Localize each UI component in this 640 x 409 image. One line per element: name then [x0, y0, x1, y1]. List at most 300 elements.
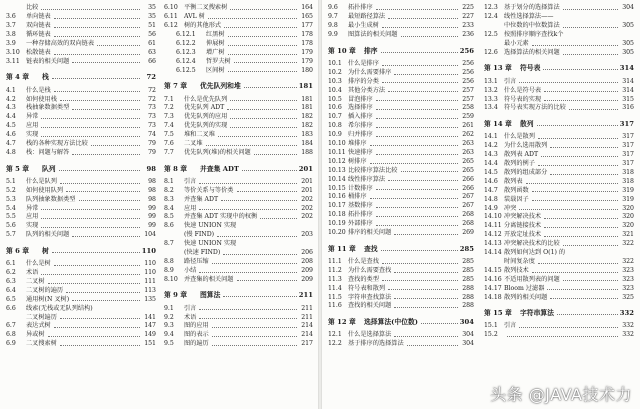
toc-leader [401, 171, 459, 172]
toc-leader [544, 91, 618, 92]
toc-entry [164, 186, 313, 195]
toc-page-number: 79 [148, 148, 156, 156]
toc-title: 什么是符号表 [504, 86, 542, 94]
toc-page-number: 305 [622, 39, 634, 47]
toc-title: 拓扑排序 [348, 4, 373, 12]
toc-entry [6, 213, 156, 222]
toc-entry [328, 293, 474, 302]
toc-leader [212, 263, 297, 264]
toc-entry [164, 131, 313, 140]
toc-page-number: 257 [462, 95, 474, 103]
toc-title: 如何使用队列 [26, 186, 64, 194]
toc-number: 9.7 [328, 13, 338, 21]
toc-number: 8.5 [164, 213, 174, 221]
toc-number: 10.6 [328, 104, 342, 112]
toc-leader [48, 283, 140, 284]
toc-number: 6.11 [164, 13, 178, 21]
toc-number: 14.6 [484, 177, 498, 185]
toc-page-number: 214 [301, 322, 313, 330]
toc-number: 8.6 [164, 222, 174, 230]
toc-page-number: 177 [301, 22, 313, 30]
toc-entry [164, 231, 313, 240]
toc-entry [6, 322, 156, 331]
toc-title: 栈 [42, 73, 49, 82]
toc-number: 6.4 [6, 286, 16, 294]
toc-entry [484, 222, 634, 231]
toc-title: 队列的相关问题 [26, 231, 70, 239]
toc-title: 基于排序的选择算法 [348, 340, 404, 348]
toc-number: 3.10 [6, 48, 20, 56]
toc-number: 4.1 [6, 86, 16, 94]
toc-entry [6, 278, 156, 287]
toc-page-number: 269 [462, 229, 474, 237]
toc-number: 6.1 [6, 260, 16, 268]
toc-title: 路径压缩 [184, 257, 209, 265]
toc-page-number: 188 [301, 148, 313, 156]
toc-leader [370, 198, 458, 199]
toc-title: 字符串算法 [520, 309, 554, 318]
toc-title: 树的其他形式 [184, 22, 222, 30]
toc-page-number: 151 [144, 340, 156, 348]
toc-title: 为什么需要查找 [348, 266, 392, 274]
toc-page-number: 181 [298, 82, 313, 91]
toc-leader [242, 170, 297, 171]
toc-entry [484, 240, 634, 249]
toc-leader [59, 170, 140, 171]
toc-leader [376, 100, 458, 101]
toc-entry [328, 331, 474, 340]
toc-page-number: 178 [301, 39, 313, 47]
toc-leader [376, 207, 458, 208]
toc-title: 基数排序 [348, 202, 373, 210]
toc-page-number: 304 [462, 331, 474, 339]
toc-leader [217, 236, 297, 237]
toc-title: 归并排序 [348, 131, 373, 139]
toc-title: 异常 [26, 204, 39, 212]
toc-number: 6.8 [6, 331, 16, 339]
toc-page-number: 256 [462, 77, 474, 85]
toc-number: 12.1 [328, 331, 342, 339]
toc-entry [484, 322, 634, 331]
toc-number: 10.2 [328, 68, 342, 76]
toc-title: 什么是树 [26, 260, 51, 268]
toc-entry [6, 4, 156, 13]
toc-number: 6.10 [164, 4, 178, 12]
toc-number: 6.12.5 [176, 66, 196, 74]
toc-entry [328, 60, 474, 69]
toc-leader [54, 54, 140, 55]
toc-title: 排序的相关问题 [348, 229, 392, 237]
toc-number: 9.6 [328, 4, 338, 12]
toc-title: 什么是查找 [348, 257, 379, 265]
toc-leader [541, 156, 618, 157]
toc-title: 为什么需要排序 [348, 68, 392, 76]
toc-title: 红黑树 [206, 31, 225, 39]
toc-number: 6.12.1 [176, 31, 196, 39]
toc-page-number: 51 [148, 22, 156, 30]
toc-entry [6, 222, 156, 231]
toc-leader [72, 300, 140, 301]
toc-leader [563, 280, 618, 281]
toc-number: 6.7 [6, 322, 16, 330]
toc-entry [164, 331, 313, 340]
toc-page-number: 74 [148, 131, 156, 139]
toc-entry [164, 340, 313, 349]
toc-number: 10.18 [328, 211, 346, 219]
toc-entry [328, 229, 474, 238]
toc-entry [328, 193, 474, 202]
toc-leader [54, 265, 140, 266]
toc-title: 符号表 [520, 64, 541, 73]
toc-page-number: 110 [144, 260, 156, 268]
toc-number: 6.2 [6, 269, 16, 277]
toc-number: 9.4 [164, 331, 174, 339]
toc-entry [6, 304, 156, 313]
toc-entry [484, 142, 634, 151]
toc-number: 14.4 [484, 160, 498, 168]
toc-title: 线性排序算法 [348, 175, 386, 183]
toc-title: 优先队列和堆 [200, 82, 241, 91]
toc-title: 桶排序 [348, 193, 367, 201]
toc-leader [394, 307, 458, 308]
toc-title: 并查集 ADT [184, 195, 219, 203]
toc-leader [544, 227, 618, 228]
toc-number: 8.1 [164, 177, 174, 185]
toc-entry [6, 204, 156, 213]
toc-page-number: 182 [301, 113, 313, 121]
toc-number: 10.4 [328, 86, 342, 94]
toc-number: 9.2 [164, 313, 174, 321]
toc-number: 第 8 章 [164, 164, 188, 173]
toc-title: 快速 UNION 实现 [184, 240, 237, 248]
toc-entry [6, 178, 156, 187]
toc-title: 引言 [184, 177, 197, 185]
toc-page-number: 99 [148, 204, 156, 212]
toc-title: 排序的分类 [348, 77, 379, 85]
toc-page-number: 304 [462, 340, 474, 348]
toc-title: 散列的相关问题 [504, 293, 548, 301]
toc-entry [484, 13, 634, 22]
toc-number: 6.12.3 [176, 48, 196, 56]
toc-page-number: 317 [622, 160, 634, 168]
toc-number: 3.9 [6, 39, 16, 47]
toc-number: 9.1 [164, 304, 174, 312]
toc-leader [54, 91, 140, 92]
toc-page-number: 111 [144, 277, 156, 285]
toc-leader [41, 9, 140, 10]
toc-entry [484, 31, 634, 40]
toc-page-number: 99 [148, 222, 156, 230]
toc-number: 11.5 [328, 293, 342, 301]
toc-number: 7.2 [164, 104, 174, 112]
toc-leader [519, 82, 618, 83]
toc-chapter [164, 291, 313, 300]
toc-entry [6, 340, 156, 349]
toc-number: 12.2 [328, 340, 342, 348]
toc-number: 14.5 [484, 168, 498, 176]
toc-leader [376, 9, 458, 10]
toc-page-number: 201 [298, 164, 313, 173]
toc-number: 15.1 [484, 322, 498, 330]
toc-number: 5.3 [6, 195, 16, 203]
toc-entry [328, 275, 474, 284]
toc-number: 14.17 [484, 284, 502, 292]
toc-number: 13.1 [484, 77, 498, 85]
toc-page-number: 184 [301, 140, 313, 148]
toc-page-number: 141 [144, 313, 156, 321]
toc-page-number: 178 [301, 31, 313, 39]
toc-leader [72, 236, 140, 237]
toc-leader [538, 263, 618, 264]
toc-title: 什么是栈 [26, 86, 51, 94]
toc-title: 中位数的中位数算法 [504, 22, 560, 30]
toc-number: 10.17 [328, 202, 346, 210]
toc-page-number: 72 [148, 86, 156, 94]
toc-page-number: 288 [462, 302, 474, 310]
toc-leader [394, 272, 458, 273]
toc-leader [544, 236, 618, 237]
toc-entry [328, 202, 474, 211]
toc-number: 第 9 章 [164, 291, 188, 300]
toc-leader [52, 78, 140, 79]
toc-leader [72, 154, 140, 155]
toc-entry [164, 204, 313, 213]
toc-leader [212, 336, 297, 337]
toc-entry [484, 40, 634, 49]
toc-number: 10.16 [328, 193, 346, 201]
toc-leader [66, 292, 140, 293]
toc-entry [6, 313, 156, 322]
toc-number: 10.3 [328, 77, 342, 85]
toc-entry [484, 86, 634, 95]
toc-leader [401, 36, 459, 37]
toc-leader [244, 87, 297, 88]
toc-leader [230, 127, 297, 128]
toc-leader [97, 45, 140, 46]
toc-entry [328, 284, 474, 293]
toc-leader [382, 27, 458, 28]
toc-title: 冲突解决技术的比较 [504, 240, 560, 248]
toc-number: 第 10 章 [328, 46, 356, 55]
toc-page-number: 110 [144, 269, 156, 277]
toc-leader [41, 227, 140, 228]
toc-entry [164, 113, 313, 122]
toc-leader [41, 274, 140, 275]
toc-number: 14.13 [484, 240, 502, 248]
toc-number: 6.12.2 [176, 39, 196, 47]
toc-leader [532, 45, 618, 46]
toc-leader [526, 183, 618, 184]
toc-leader [382, 280, 458, 281]
toc-page-number: 319 [622, 186, 634, 194]
toc-number: 6.12.4 [176, 57, 196, 65]
toc-leader [388, 180, 458, 181]
toc-leader [519, 209, 618, 210]
toc-number: 3.6 [6, 13, 16, 21]
toc-title: 比较 [26, 4, 39, 12]
toc-title: 快速排序 [348, 148, 373, 156]
toc-page-number: 209 [301, 266, 313, 274]
toc-number: 10.15 [328, 184, 346, 192]
toc-title: 最小生成树 [348, 22, 379, 30]
toc-chapter [328, 245, 474, 254]
toc-entry [164, 22, 313, 31]
toc-leader [394, 234, 458, 235]
toc-leader [54, 36, 140, 37]
toc-entry [164, 178, 313, 187]
toc-title: 散列函数 [504, 186, 529, 194]
toc-title: 最小元素 [504, 39, 529, 47]
toc-entry [6, 13, 156, 22]
toc-page-number: 332 [622, 322, 634, 330]
toc-leader [382, 263, 458, 264]
toc-leader [376, 225, 458, 226]
toc-number: 10.1 [328, 59, 342, 67]
toc-entry [484, 293, 634, 302]
toc-entry [328, 166, 474, 175]
toc-title: 双向链表 [26, 22, 51, 30]
toc-title: 增广树 [206, 48, 225, 56]
toc-number: 6.3 [6, 277, 16, 285]
toc-title: 图的表示 [184, 331, 209, 339]
toc-entry [328, 149, 474, 158]
toc-entry [484, 204, 634, 213]
toc-leader [388, 91, 458, 92]
toc-leader [544, 218, 618, 219]
toc-page-number: 317 [622, 151, 634, 159]
toc-entry [484, 49, 634, 58]
toc-leader [532, 200, 618, 201]
toc-page-number: 98 [148, 186, 156, 194]
toc-leader [550, 298, 618, 299]
toc-chapter [6, 247, 156, 256]
toc-chapter [6, 165, 156, 174]
toc-number: 第 13 章 [484, 64, 512, 73]
toc-page-number: 233 [462, 22, 474, 30]
toc-number: 3.7 [6, 22, 16, 30]
toc-title: 松散链表 [26, 48, 51, 56]
toc-number: 8.10 [164, 275, 178, 283]
toc-leader [544, 100, 618, 101]
toc-leader [54, 327, 140, 328]
toc-page-number: 259 [462, 113, 474, 121]
toc-page-number: 320 [622, 213, 634, 221]
toc-title: 术语 [26, 269, 39, 277]
toc-entry [484, 178, 634, 187]
toc-page-number: 262 [462, 131, 474, 139]
toc-title: 什么是排序 [348, 59, 379, 67]
toc-number: 14.10 [484, 213, 502, 221]
toc-leader [407, 345, 458, 346]
toc-title: 图的遍历 [184, 340, 209, 348]
toc-number: 8.7 [164, 240, 174, 248]
toc-leader [60, 183, 140, 184]
toc-page-number: 211 [301, 304, 313, 312]
toc-title: 比较排序算法比较 [348, 166, 398, 174]
toc-entry [164, 195, 313, 204]
toc-title: 树 [42, 246, 49, 255]
toc-leader [563, 54, 618, 55]
toc-page-number: 285 [462, 266, 474, 274]
toc-number: 14.8 [484, 195, 498, 203]
toc-title: 什么是队列 [26, 177, 57, 185]
toc-leader [254, 154, 297, 155]
toc-number: 14.1 [484, 133, 498, 141]
toc-number: 10.14 [328, 175, 346, 183]
toc-chapter [484, 120, 634, 129]
toc-number: 14.15 [484, 266, 502, 274]
toc-page-number: 318 [622, 168, 634, 176]
toc-entry [484, 95, 634, 104]
toc-page-number: 211 [301, 313, 313, 321]
toc-page-number: 202 [301, 195, 313, 203]
toc-title: 散列表 [504, 177, 523, 185]
toc-title: 优先队列 ADT [184, 104, 225, 112]
toc-entry [6, 140, 156, 149]
toc-entry [484, 22, 634, 31]
toc-entry [484, 160, 634, 169]
toc-page-number: 314 [619, 64, 634, 73]
toc-entry [328, 340, 474, 349]
toc-entry [164, 240, 313, 249]
toc-number: 14.18 [484, 293, 502, 301]
toc-leader [228, 54, 297, 55]
toc-number: 8.4 [164, 204, 174, 212]
toc-number: 4.6 [6, 131, 16, 139]
toc-leader [54, 27, 140, 28]
toc-leader [66, 191, 140, 192]
toc-number: 8.2 [164, 186, 174, 194]
toc-number: 10.8 [328, 122, 342, 130]
toc-title: 查找的相关问题 [348, 302, 392, 310]
toc-leader [230, 100, 297, 101]
toc-leader [376, 136, 458, 137]
toc-title: 符号表实现方法的比较 [504, 104, 566, 112]
toc-page-number: 323 [622, 275, 634, 283]
toc-page-number: 206 [301, 249, 313, 257]
toc-leader [382, 82, 458, 83]
toc-entry [328, 122, 474, 131]
toc-page-number: 35 [148, 13, 156, 21]
toc-leader [228, 71, 297, 72]
toc-number: 10.10 [328, 140, 346, 148]
toc-number: 4.8 [6, 148, 16, 156]
toc-leader [91, 145, 140, 146]
toc-leader [199, 183, 297, 184]
toc-entry [328, 86, 474, 95]
toc-page-number: 332 [622, 331, 634, 339]
toc-title: 散列 [520, 120, 534, 129]
toc-page-number: 202 [301, 213, 313, 221]
toc-leader [507, 336, 618, 337]
toc-leader [237, 191, 298, 192]
toc-leader [212, 345, 297, 346]
toc-page-number: 135 [144, 295, 156, 303]
toc-title: 引言 [504, 77, 517, 85]
toc-page-number: 285 [462, 257, 474, 265]
toc-page-number: 322 [622, 240, 634, 248]
toc-page-number: 98 [146, 164, 156, 173]
toc-entry [164, 267, 313, 276]
toc-title: 装载因子 [504, 195, 529, 203]
toc-title: 散列如何达到 O(1) 的 [504, 249, 566, 257]
toc-entry [6, 22, 156, 31]
toc-number: 10.7 [328, 113, 342, 121]
toc-leader [394, 74, 458, 75]
toc-entry [164, 313, 313, 322]
toc-entry [484, 169, 634, 178]
toc-title: 计数排序 [348, 184, 373, 192]
